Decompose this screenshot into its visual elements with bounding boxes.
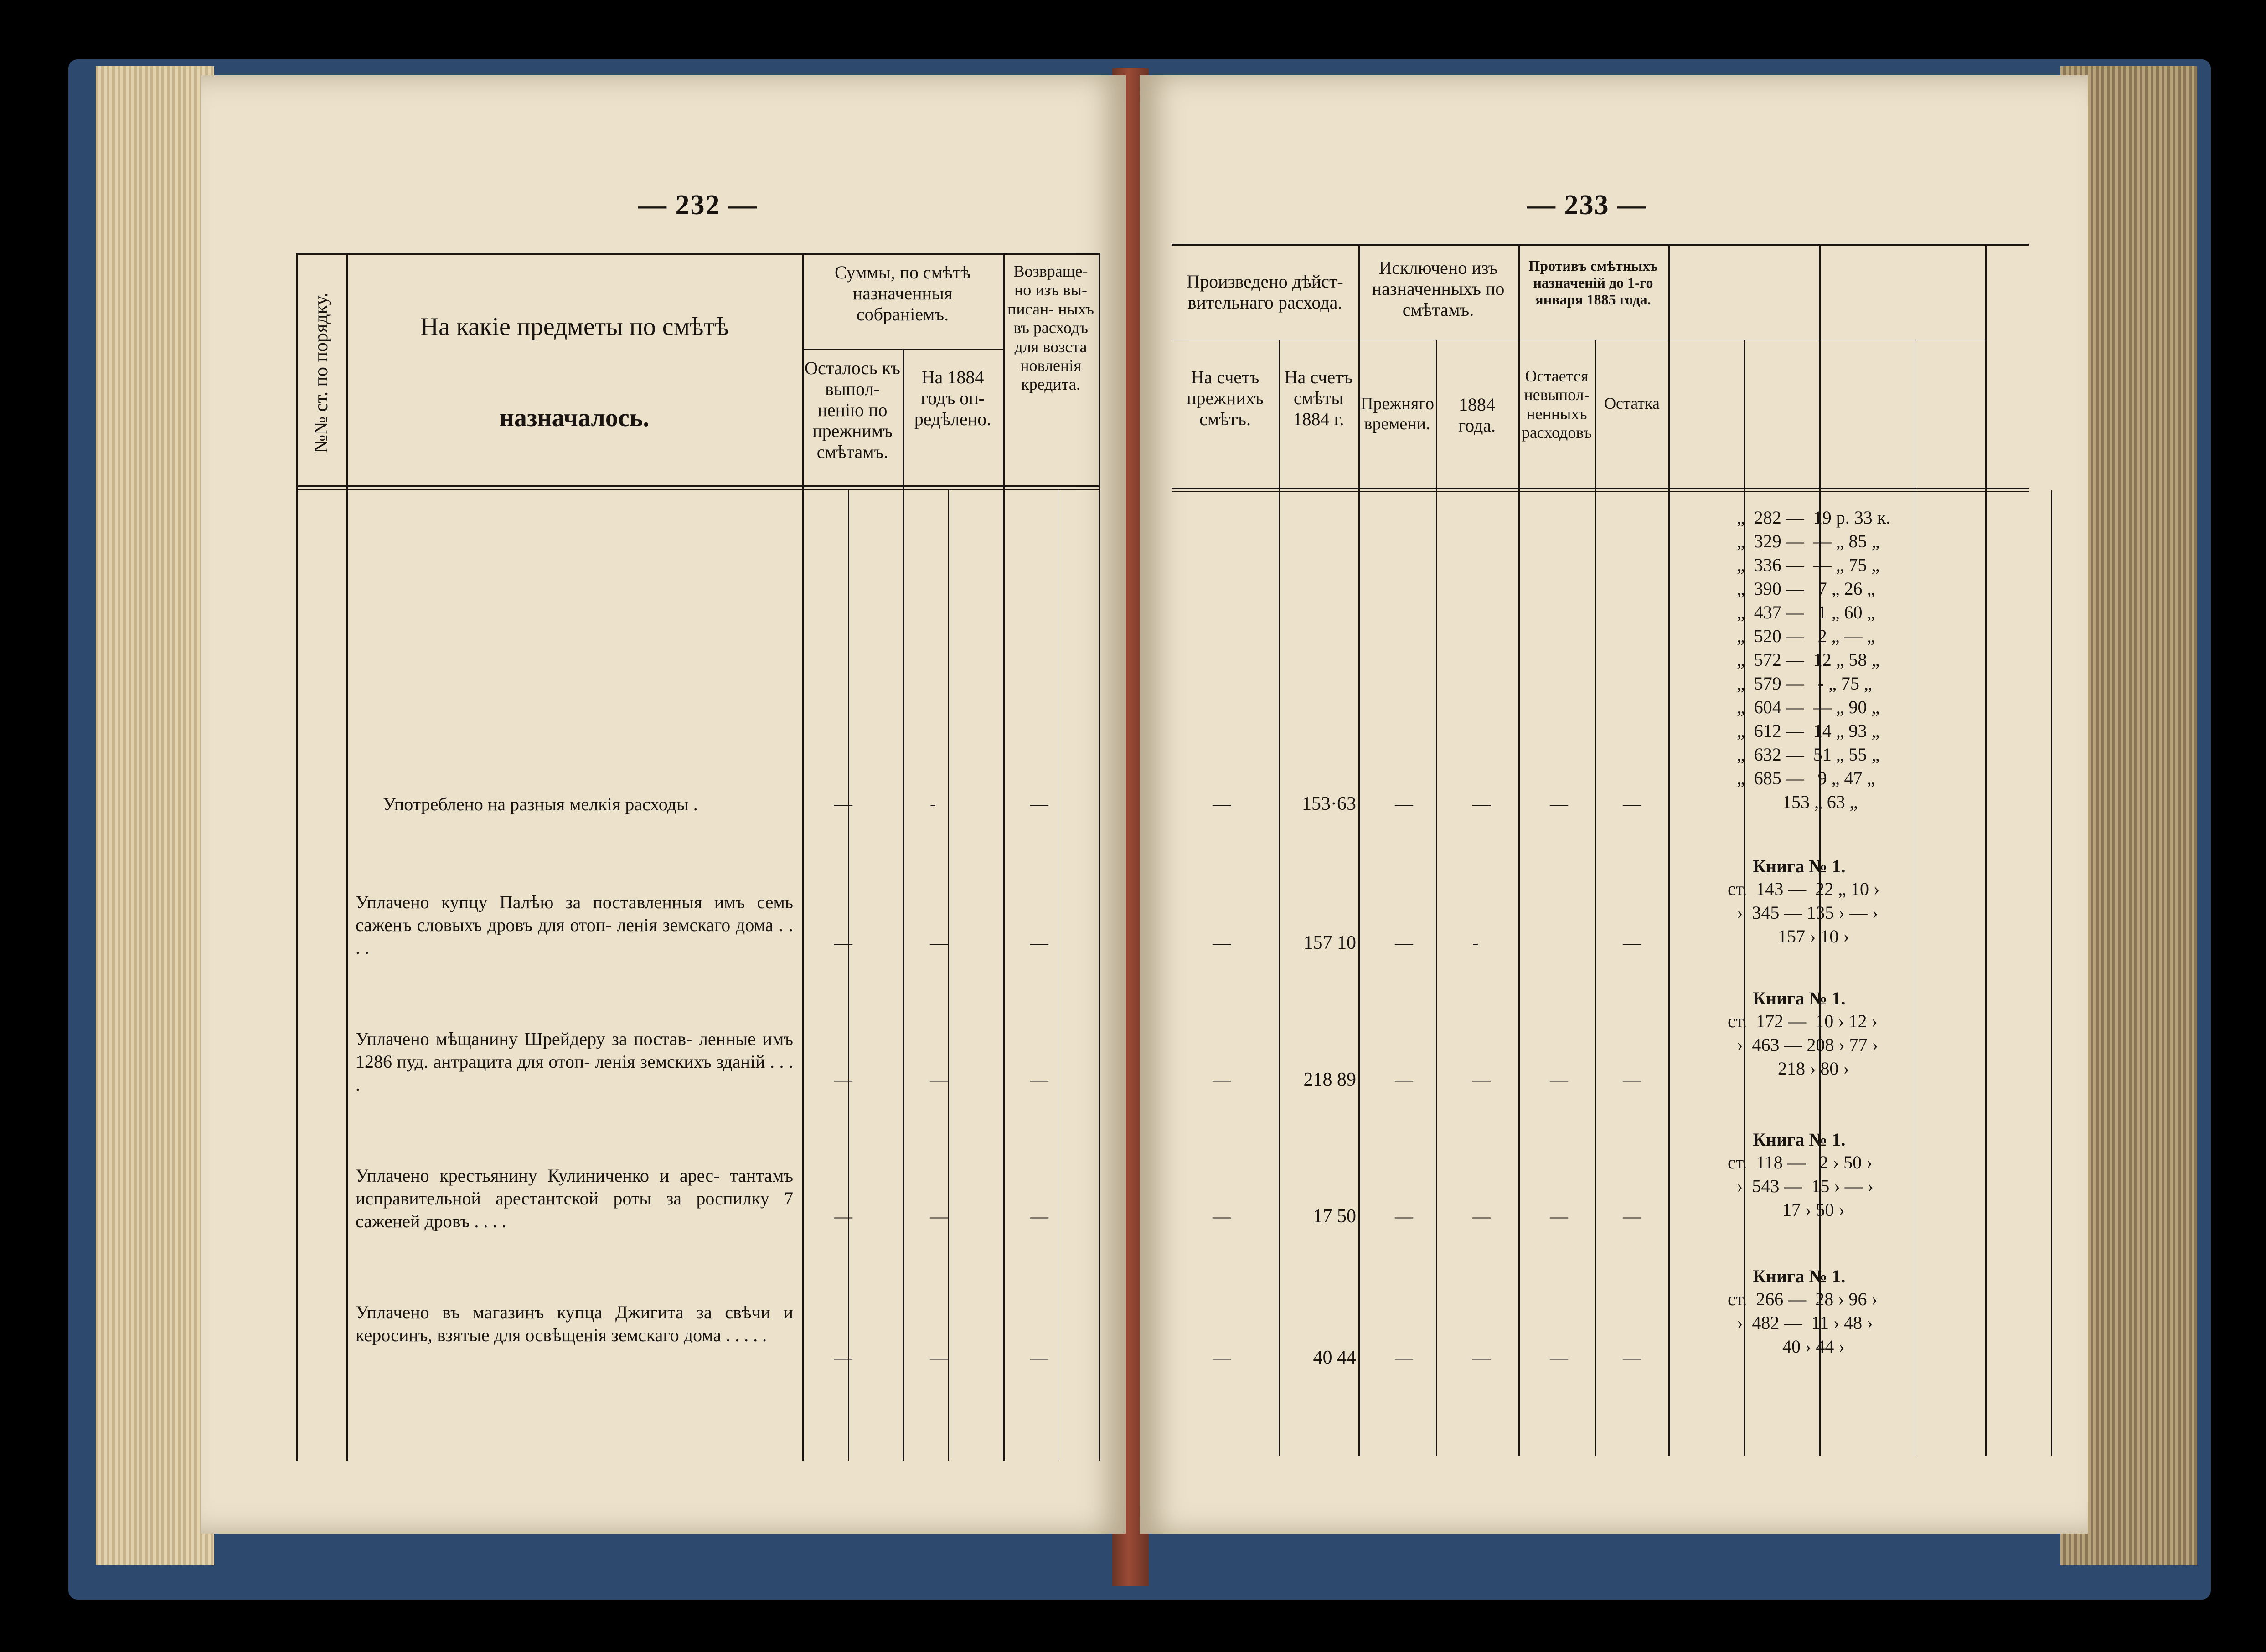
row-value: — <box>1395 1347 1413 1368</box>
row-value: — <box>834 932 852 953</box>
ledger-block-3: ст. 172 — 10 › 12 › › 463 — 208 › 77 › 218 › 80 › <box>1728 1011 1878 1079</box>
left-page <box>201 75 1126 1534</box>
header-unfulfilled: Остается невыпол- ненныхъ расходовъ <box>1521 367 1592 442</box>
row-value: — <box>1030 1206 1048 1226</box>
row-value: — <box>1623 1206 1641 1226</box>
header-subject-2: назначалось. <box>499 404 650 432</box>
right-page <box>1140 75 2088 1534</box>
page-number: — 232 — <box>638 190 758 221</box>
row-value: — <box>1213 1069 1231 1090</box>
row-amount: 17 50 <box>1313 1206 1356 1227</box>
row-value: — <box>1030 1069 1048 1090</box>
row-value: — <box>1472 793 1491 814</box>
row-description: Уплачено въ магазинъ купца Джигита за свѣчи и керосинъ, взятые для освѣщенія земскаго дома . . . . . <box>356 1302 793 1345</box>
row-amount: 218 89 <box>1303 1069 1356 1090</box>
row-value: — <box>1030 793 1048 814</box>
header-subject-1: На какіе предметы по смѣтѣ <box>420 313 729 341</box>
header-remainder: Остатка <box>1604 394 1660 412</box>
row-value: — <box>1550 1347 1568 1368</box>
header-1884: На 1884 годъ оп- редѣлено. <box>914 367 991 429</box>
row-value: — <box>1213 1347 1231 1368</box>
row-value: — <box>930 1069 948 1090</box>
row-description: Уплачено купцу Палѣю за поставленныя имъ семь саженъ словыхъ дровъ для отоп- ленія земскаго дома . . . . <box>356 892 793 958</box>
row-value: — <box>834 1206 852 1226</box>
ledger-block-5-heading: Книга № 1. <box>1753 1266 1846 1287</box>
row-description: Уплачено крестьянину Кулиниченко и арес- тантамъ исправительной арестантской роты за роспилку 7 саженей дровъ . . . . <box>356 1165 793 1231</box>
row-value: — <box>1472 1347 1491 1368</box>
row-value: — <box>834 793 852 814</box>
header-returned: Возвраще- но изъ вы- писан- ныхъ въ расходъ для возста новленія кредита. <box>1007 262 1094 394</box>
row-value: — <box>1550 1069 1568 1090</box>
row-value: — <box>1213 1206 1231 1226</box>
row-description: Употреблено на разныя мелкія расходы . <box>383 794 698 814</box>
row-value: — <box>1213 793 1231 814</box>
row-amount: 40 44 <box>1313 1347 1356 1368</box>
header-1884-year: 1884 года. <box>1458 394 1496 436</box>
row-value: — <box>1030 932 1048 953</box>
header-prev-estimates: На счетъ прежнихъ смѣтъ. <box>1187 367 1264 429</box>
row-description: Уплачено мѣщанину Шрейдеру за постав- ленные имъ 1286 пуд. антрацита для отоп- ленія земскихъ зданій . . . . <box>356 1029 793 1095</box>
header-row-number: №№ ст. по порядку. <box>311 293 332 453</box>
row-value: — <box>1623 793 1641 814</box>
row-value: — <box>930 1347 948 1368</box>
ledger-block-4: ст. 118 — 2 › 50 › › 543 — 15 › — › 17 › 50 › <box>1728 1152 1874 1220</box>
header-1884-estimate: На счетъ смѣты 1884 г. <box>1284 367 1353 429</box>
ledger-block-2: ст. 143 — 22 „ 10 › › 345 — 135 › — › 157 › 10 › <box>1728 879 1880 947</box>
row-value: — <box>834 1069 852 1090</box>
row-value: — <box>1030 1347 1048 1368</box>
row-value: - <box>930 793 936 814</box>
ledger-block-3-heading: Книга № 1. <box>1753 988 1846 1009</box>
row-value: — <box>1395 1206 1413 1226</box>
ledger-block-4-heading: Книга № 1. <box>1753 1129 1846 1150</box>
ledger-block-2-heading: Книга № 1. <box>1753 856 1846 876</box>
header-prev-time: Прежняго времени. <box>1361 394 1435 433</box>
row-value: — <box>1395 932 1413 953</box>
row-value: — <box>1623 932 1641 953</box>
row-value: — <box>1550 1206 1568 1226</box>
row-amount: 157 10 <box>1303 932 1356 953</box>
ledger-block-1: „ 282 — 19 р. 33 к. „ 329 — — „ 85 „ „ 336 — — „ 75 „ „ 390 — 7 „ 26 „ „ 437 — 1 „ 60 „ „ 520 — 2 „ — „ „ 572 — 12 „ 58 „ „ 579 — - „ 75 „ „ 604 — — „ 90 „ „ 612 — 14 „ 93 „ „ 632 — 51 „ 55 „ „ 685 — 9 „ 47 „ 153 „ 63 „ <box>1737 507 1891 812</box>
row-value: — <box>1395 1069 1413 1090</box>
row-value: — <box>1472 1206 1491 1226</box>
page-number: — 233 — <box>1527 190 1647 221</box>
header-against: Противъ смѣтныхъ назначеній до 1-го января 1885 года. <box>1528 257 1658 308</box>
ledger-block-5: ст. 266 — 28 › 96 › › 482 — 11 › 48 › 40 › 44 › <box>1728 1289 1878 1357</box>
header-excluded: Исключено изъ назначенныхъ по смѣтамъ. <box>1372 257 1505 320</box>
row-value: — <box>1623 1069 1641 1090</box>
row-value: — <box>1472 1069 1491 1090</box>
row-value: — <box>930 1206 948 1226</box>
row-value: — <box>1213 932 1231 953</box>
page-edges-left <box>96 66 214 1565</box>
header-remaining: Осталось къ выпол- ненію по прежнимъ смѣтамъ. <box>805 358 900 462</box>
row-value: — <box>1623 1347 1641 1368</box>
row-value: — <box>930 932 948 953</box>
row-value: - <box>1472 932 1479 953</box>
row-value: — <box>1395 793 1413 814</box>
header-sums: Суммы, по смѣтѣ назначенныя собраніемъ. <box>834 262 971 324</box>
row-value: — <box>834 1347 852 1368</box>
header-produced: Произведено дѣйст- вительнаго расхода. <box>1187 271 1343 313</box>
row-value: — <box>1550 793 1568 814</box>
row-amount: 153·63 <box>1302 793 1356 814</box>
